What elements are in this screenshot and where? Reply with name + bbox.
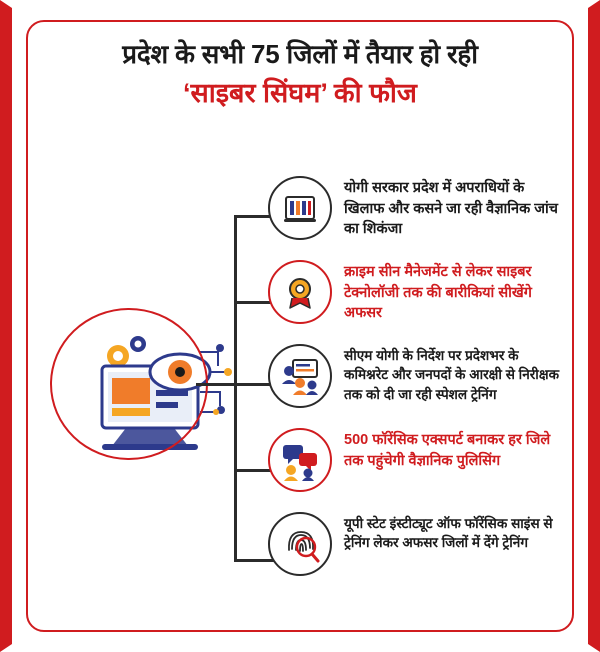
forensic-experts-icon <box>268 428 332 492</box>
fingerprint-magnifier-icon <box>268 512 332 576</box>
headline-line-1: प्रदेश के सभी 75 जिलों में तैयार हो रही <box>122 39 478 69</box>
illustration-circle <box>50 308 208 460</box>
forensic-lab-icon <box>268 176 332 240</box>
training-presentation-icon <box>268 344 332 408</box>
list-item-text: यूपी स्टेट इंस्टीट्यूट ऑफ फॉरेंसिक साइंस से ट्रेनिंग लेकर अफसर जिलों में देंगे ट्रेनिंग <box>344 516 553 551</box>
points-list <box>268 176 560 596</box>
list-item-text: क्राइम सीन मैनेजमेंट से लेकर साइबर टेक्नोलॉजी तक की बारीकियां सीखेंगे अफसर <box>344 264 532 322</box>
list-item <box>268 176 560 250</box>
crime-scene-badge-icon <box>268 260 332 324</box>
page-title <box>38 38 562 110</box>
list-item <box>268 344 560 418</box>
list-item <box>268 260 560 334</box>
tree-vertical-line <box>234 215 237 561</box>
list-item <box>268 512 560 586</box>
list-item-text: सीएम योगी के निर्देश पर प्रदेशभर के कमिश्नरेट और जनपदों के आरक्षी से निरीक्षक तक को दी जा रही स्पेशल ट्रेनिंग <box>344 348 560 402</box>
list-item-text: योगी सरकार प्रदेश में अपराधियों के खिलाफ और कसने जा रही वैज्ञानिक जांच का शिकंजा <box>344 180 558 238</box>
tree-stem <box>196 383 236 386</box>
list-item <box>268 428 560 502</box>
list-item-text: 500 फॉरेंसिक एक्सपर्ट बनाकर हर जिले तक पहुंचेगी वैज्ञानिक पुलिसिंग <box>344 432 551 469</box>
headline-line-2: ‘साइबर सिंघम’ की फौज <box>183 77 417 108</box>
